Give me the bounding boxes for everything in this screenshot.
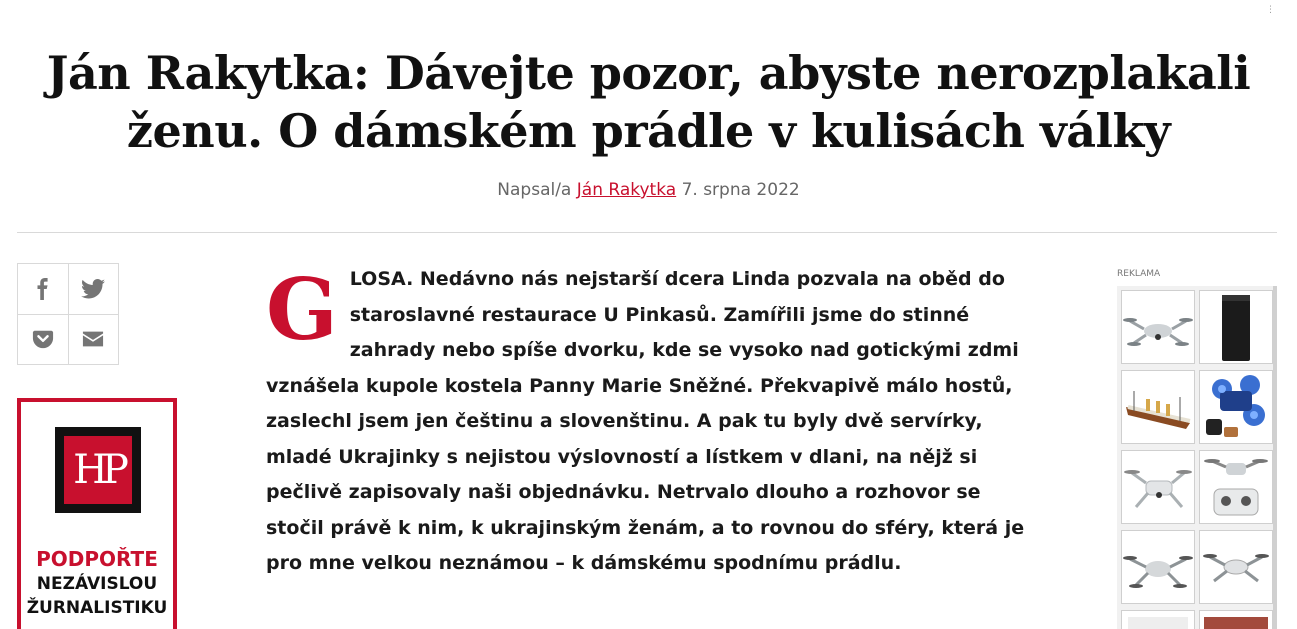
ad-product-drone-2[interactable] [1121,450,1195,524]
ad-product-6[interactable] [1199,610,1273,629]
drone-image [1122,531,1194,603]
header-divider [17,232,1277,233]
ad-product-drone-3[interactable] [1121,530,1195,604]
drone-with-controller-image [1200,451,1272,523]
support-journalism-banner[interactable] [17,398,177,629]
byline [0,180,1297,200]
share-email-button[interactable] [68,314,118,364]
share-facebook-button[interactable] [18,264,69,315]
corner-dots-icon: ⋮ [1266,5,1275,15]
twitter-icon [81,278,105,300]
article-lead-paragraph: LOSA. Nedávno nás nejstarší dcera Linda pozvala na oběd do staroslavné restaurace U Pinkasů. Zamířili jsme do stinné zahrady nebo spíše dvorku, kde se vysoko nad gotickými zdmi vznášela kupole kostela Panny Marie Sněžné. Překvapivě málo hostů, zaslechl jsem jen češtinu a slovenštinu. A pak tu byly dvě servírky, mladé Ukrajinky s nejistou výslovností a lístkem v dlani, na nějž si pečlivě zapisovaly naši objednávku. Netrvalo dlouho a rozhovor se stočil právě k nim, k ukrajinským ženám, a to rovnou do sféry, která je pro mne velkou neznámou – k dámskému spodnímu prádlu. [266,268,1025,574]
hp-logo: HP [55,427,141,513]
ad-label: REKLAMA [1117,269,1161,279]
ad-product-drone-4[interactable] [1199,530,1273,604]
ship-model-image [1122,371,1194,443]
email-icon [82,330,104,348]
rc-stunt-car-image [1200,371,1272,443]
share-box [17,263,119,365]
share-twitter-button[interactable] [68,264,118,315]
facebook-icon [32,278,54,300]
promo-line-3: ŽURNALISTIKU [26,598,168,618]
product-image [1200,611,1272,629]
ad-product-case[interactable] [1199,290,1273,364]
drone-image [1122,291,1194,363]
black-case-image [1200,291,1272,363]
pocket-icon [32,328,54,350]
byline-prefix: Napsal/a [497,180,572,200]
product-image [1122,611,1194,629]
ad-product-drone[interactable] [1121,290,1195,364]
promo-line-1: PODPOŘTE [36,547,158,571]
promo-line-2: NEZÁVISLOU [36,574,158,594]
ad-panel [1117,286,1277,629]
author-link[interactable]: Ján Rakytka [576,180,677,200]
ad-product-drone-controller[interactable] [1199,450,1273,524]
dropcap: G [266,260,338,359]
ad-product-ship-model[interactable] [1121,370,1195,444]
drone-image [1200,531,1272,603]
article-body [266,262,1036,582]
article-date: 7. srpna 2022 [681,180,800,200]
drone-image [1122,451,1194,523]
share-pocket-button[interactable] [18,314,69,364]
article-title: Ján Rakytka: Dávejte pozor, abyste nerozplakali ženu. O dámském prádle v kulisách války [46,46,1251,158]
ad-product-5[interactable] [1121,610,1195,629]
ad-product-rc-car[interactable] [1199,370,1273,444]
